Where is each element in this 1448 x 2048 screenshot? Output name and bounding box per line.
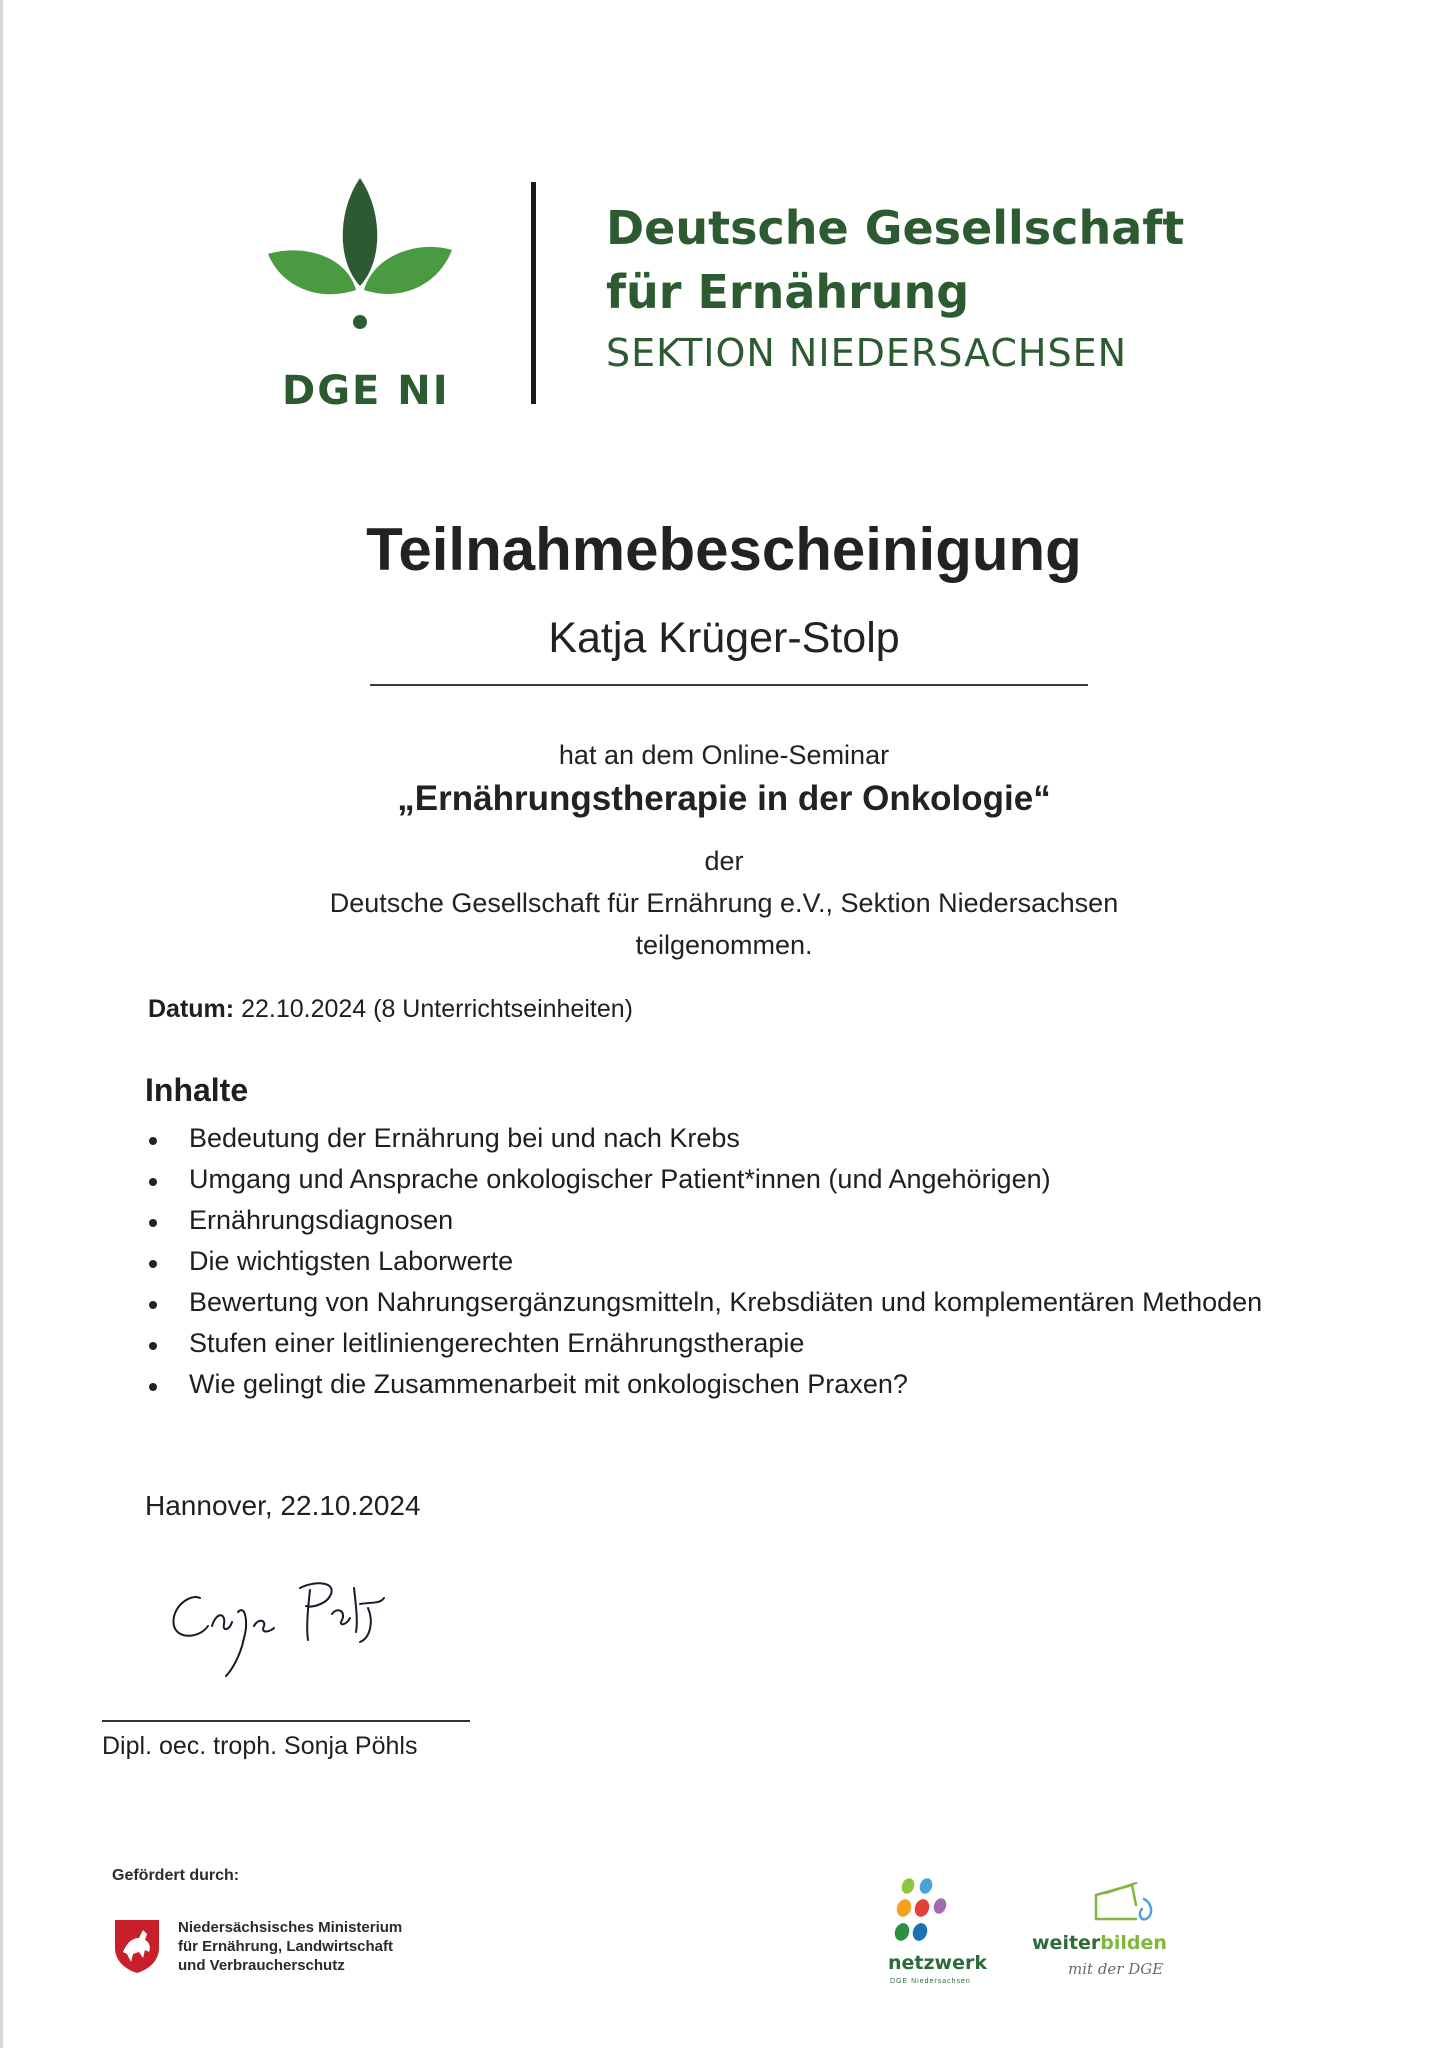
list-item (145, 1282, 1262, 1323)
datum-line (148, 995, 633, 1024)
organizer-text: Deutsche Gesellschaft für Ernährung e.V., Sektion Niedersachsen (329, 888, 1119, 918)
list-item (145, 1364, 1262, 1405)
ministry-line-3: und Verbraucherschutz (178, 1957, 345, 1974)
bullet-icon (149, 1219, 157, 1227)
org-line-3: SEKTION NIEDERSACHSEN (606, 331, 1128, 375)
connector-text: der (704, 846, 744, 876)
lower-saxony-crest-icon (113, 1918, 161, 1974)
signature-line (102, 1720, 470, 1722)
seminar-title: „Ernährungstherapie in der Onkologie“ (397, 779, 1051, 818)
weiterbilden-sublabel: mit der DGE (1068, 1960, 1164, 1978)
bullet-icon (149, 1301, 157, 1309)
list-item-text: Bedeutung der Ernährung bei und nach Krebs (189, 1123, 740, 1153)
outro-text: teilgenommen. (635, 930, 813, 960)
organization-name (606, 196, 1184, 382)
netzwerk-logo-icon (890, 1876, 960, 1946)
list-item-text: Stufen einer leitliniengerechten Ernährungstherapie (189, 1328, 805, 1358)
weiterbilden-part-b: bilden (1100, 1932, 1167, 1954)
list-item (145, 1118, 1262, 1159)
ministry-line-2: für Ernährung, Landwirtschaft (178, 1938, 394, 1955)
bullet-icon (149, 1178, 157, 1186)
list-item (145, 1241, 1262, 1282)
weiterbilden-part-a: weiter (1032, 1932, 1101, 1954)
participant-name: Katja Krüger-Stolp (548, 614, 900, 662)
bullet-icon (149, 1137, 157, 1145)
funded-by-label: Gefördert durch: (112, 1867, 240, 1884)
signer-name: Dipl. oec. troph. Sonja Pöhls (102, 1732, 418, 1760)
inhalte-heading: Inhalte (145, 1072, 249, 1108)
list-item-text: Wie gelingt die Zusammenarbeit mit onkologischen Praxen? (189, 1369, 908, 1399)
bullet-icon (149, 1342, 157, 1350)
bullet-icon (149, 1383, 157, 1391)
weiterbilden-logo-icon (1092, 1875, 1160, 1931)
list-item (145, 1159, 1262, 1200)
intro-text: hat an dem Online-Seminar (558, 740, 890, 770)
netzwerk-label: netzwerk (888, 1952, 987, 1974)
weiterbilden-label (1032, 1932, 1167, 1954)
header-divider (531, 182, 536, 404)
datum-value: 22.10.2024 (8 Unterrichtseinheiten) (241, 995, 633, 1023)
ministry-line-1: Niedersächsisches Ministerium (178, 1919, 403, 1936)
list-item (145, 1200, 1262, 1241)
list-item-text: Bewertung von Nahrungsergänzungsmitteln, Krebsdiäten und komplementären Methoden (189, 1287, 1263, 1317)
list-item-text: Die wichtigsten Laborwerte (189, 1246, 514, 1276)
scan-edge (0, 0, 3, 2048)
name-underline (370, 684, 1088, 686)
place-date: Hannover, 22.10.2024 (145, 1490, 421, 1521)
list-item-text: Umgang und Ansprache onkologischer Patient*innen (und Angehörigen) (189, 1164, 1051, 1194)
document-title: Teilnahmebescheinigung (366, 516, 1082, 583)
logo-abbreviation: DGE NI (282, 368, 450, 414)
handwritten-signature (160, 1568, 410, 1678)
org-line-2: für Ernährung (606, 265, 970, 319)
org-line-1: Deutsche Gesellschaft (606, 201, 1185, 255)
inhalte-list (145, 1118, 1262, 1405)
list-item-text: Ernährungsdiagnosen (189, 1205, 454, 1235)
ministry-name (178, 1918, 402, 1975)
datum-label: Datum: (148, 995, 235, 1023)
list-item (145, 1323, 1262, 1364)
netzwerk-sublabel: DGE Niedersachsen (890, 1978, 971, 1985)
bullet-icon (149, 1260, 157, 1268)
